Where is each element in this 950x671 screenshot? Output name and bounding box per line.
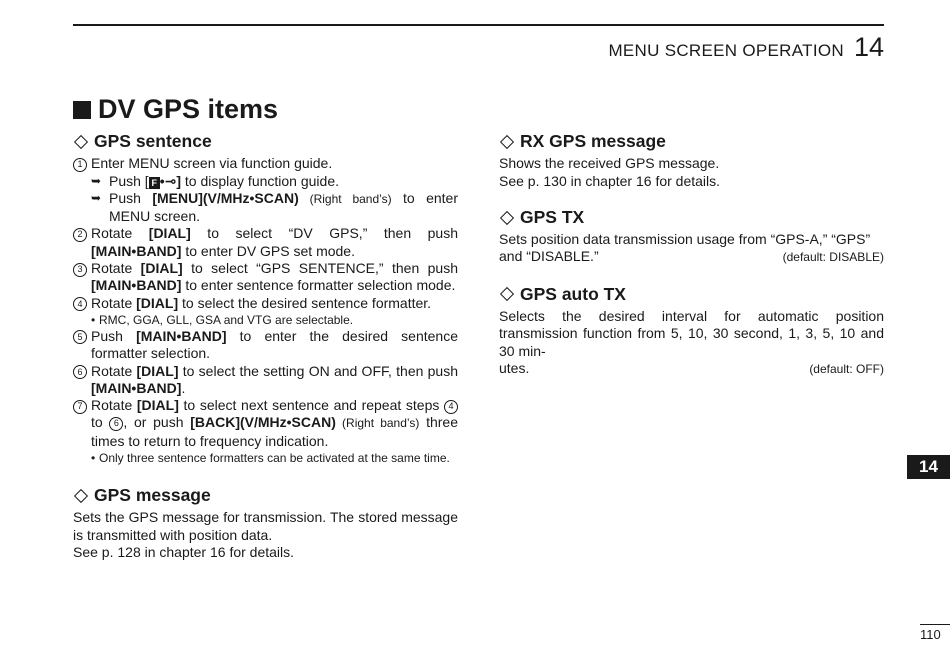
chapter-header (608, 32, 884, 63)
diamond-bullet-icon (74, 489, 88, 503)
subsection-gps-sentence (73, 133, 458, 150)
gps-auto-tx-default-row: utes. (default: OFF) (499, 360, 884, 378)
step-6: 6 Rotate [DIAL] to select the setting ON and OFF, then push [MAIN•BAND]. (73, 363, 458, 398)
step-7: 7 Rotate [DIAL] to select next sentence and repeat steps 4 to 6 , or push [BACK](V/MHz•SCAN) (Right band’s) three times to return to frequency indication. (73, 397, 458, 450)
step-4-note: • RMC, GGA, GLL, GSA and VTG are selectable. (91, 312, 354, 327)
subsection-rx-gps-message (499, 133, 884, 150)
subsection-heading: GPS sentence (94, 131, 212, 151)
gps-auto-tx-text: Selects the desired interval for automatic position transmission function from 5, 10, 30 second, 1, 3, 5, 10 and 30 min- (499, 308, 884, 359)
gps-message-text: Sets the GPS message for transmission. The stored message is transmitted with position data. (73, 509, 458, 543)
arrow-icon: ➥ (91, 173, 102, 188)
step-1a: ➥ Push [ F •⊸] to display function guide. (91, 172, 339, 189)
chapter-tab: 14 (907, 455, 950, 479)
step-ref: 4 (444, 400, 458, 414)
page-number: 110 (920, 627, 941, 642)
default-value: (default: OFF) (809, 361, 884, 376)
subsection-heading: GPS message (94, 485, 211, 506)
chapter-title: MENU SCREEN OPERATION (608, 41, 844, 60)
arrow-icon: ➥ (91, 190, 102, 205)
default-value: (default: DISABLE) (782, 250, 884, 265)
step-number: 5 (73, 330, 87, 344)
diamond-bullet-icon (500, 210, 514, 224)
bottom-rule (920, 624, 950, 625)
step-3: 3 Rotate [DIAL] to select “GPS SENTENCE,” then push [MAIN•BAND] to enter sentence formatter selection mode. (73, 260, 458, 295)
gps-message-ref: See p. 128 in chapter 16 for details. (73, 543, 295, 560)
diamond-bullet-icon (74, 135, 88, 149)
step-number: 2 (73, 228, 87, 242)
square-bullet-icon (73, 101, 91, 119)
gps-tx-text: Sets position data transmission usage from “GPS-A,” “GPS” (499, 231, 871, 248)
subsection-gps-auto-tx (499, 283, 884, 304)
subsection-heading: GPS auto TX (520, 283, 626, 304)
subsection-heading: GPS TX (520, 206, 585, 227)
step-ref: 6 (109, 417, 123, 431)
section-title (73, 94, 278, 125)
gps-tx-default-row: and “DISABLE.” (default: DISABLE) (499, 248, 884, 266)
step-7-note: • Only three sentence formatters can be activated at the same time. (91, 451, 450, 466)
step-2: 2 Rotate [DIAL] to select “DV GPS,” then push [MAIN•BAND] to enter DV GPS set mode. (73, 225, 458, 260)
chapter-number: 14 (853, 32, 884, 62)
diamond-bullet-icon (500, 135, 514, 149)
function-key-icon: F (149, 177, 160, 189)
step-number: 6 (73, 365, 87, 379)
step-4: 4 Rotate [DIAL] to select the desired sentence formatter. (73, 295, 458, 312)
subsection-heading: RX GPS message (520, 131, 666, 151)
diamond-bullet-icon (500, 287, 514, 301)
section-title-text: DV GPS items (98, 94, 279, 124)
left-column (73, 133, 458, 561)
step-5: 5 Push [MAIN•BAND] to enter the desired sentence formatter selection. (73, 328, 458, 363)
step-number: 3 (73, 263, 87, 277)
top-rule (73, 24, 884, 26)
step-1b: ➥ Push [MENU](V/MHz•SCAN) (Right band’s) to enter MENU screen. (91, 189, 458, 225)
rx-gps-message-text: Shows the received GPS message. (499, 155, 720, 172)
step-number: 7 (73, 400, 87, 414)
step-1: 1 Enter MENU screen via function guide. (73, 155, 458, 172)
subsection-gps-tx (499, 206, 884, 227)
right-column (499, 133, 884, 378)
step-number: 1 (73, 158, 87, 172)
step-number: 4 (73, 297, 87, 311)
rx-gps-message-ref: See p. 130 in chapter 16 for details. (499, 172, 721, 189)
subsection-gps-message (73, 487, 458, 504)
